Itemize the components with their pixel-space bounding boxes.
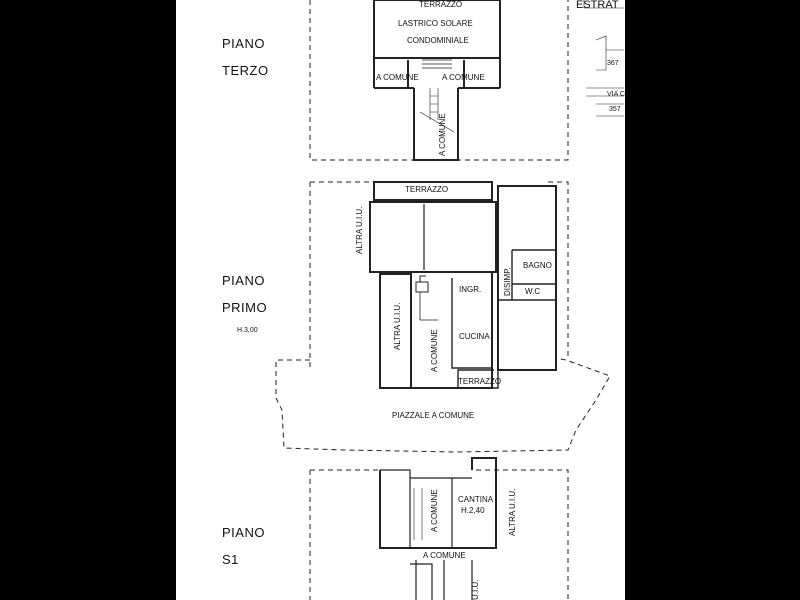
- primo-other-unit-stair: ALTRA U.I.U.: [393, 302, 402, 350]
- level-s1-line1: PIANO: [222, 525, 265, 540]
- s1-plan: [310, 458, 568, 600]
- primo-terrace-top: TERRAZZO: [405, 185, 449, 194]
- primo-bathroom: BAGNO: [523, 261, 552, 270]
- terzo-common-left: A COMUNE: [376, 73, 419, 82]
- level-primo-height: H.3,00: [237, 327, 258, 334]
- primo-common-stair: A COMUNE: [430, 329, 439, 372]
- terzo-roof-label-1: LASTRICO SOLARE: [398, 19, 473, 28]
- primo-wc: W.C: [525, 287, 541, 296]
- terzo-roof-label-2: CONDOMINIALE: [407, 36, 469, 45]
- level-s1-line2: S1: [222, 552, 239, 567]
- primo-closet: DISIMP.: [503, 267, 512, 296]
- level-terzo-line1: PIANO: [222, 36, 265, 51]
- level-primo-line2: PRIMO: [222, 300, 268, 315]
- s1-other-unit: ALTRA U.I.U.: [508, 488, 517, 536]
- inset-label-1: 367: [607, 60, 619, 67]
- terzo-common-right: A COMUNE: [442, 73, 485, 82]
- s1-common-bottom: A COMUNE: [423, 551, 466, 560]
- inset-label-3: 357: [609, 106, 621, 113]
- primo-terrace-bottom: TERRAZZO: [458, 377, 502, 386]
- terzo-terrace-label: TERRAZZO: [419, 0, 463, 9]
- inset-map-title: ESTRAT: [576, 0, 619, 11]
- primo-plan: [310, 182, 568, 388]
- primo-entrance: INGR.: [459, 285, 482, 294]
- s1-cellar-height: H.2,40: [461, 506, 485, 515]
- inset-label-2: VIA CL: [607, 91, 629, 98]
- primo-kitchen: CUCINA: [459, 332, 490, 341]
- primo-other-unit-left: ALTRA U.I.U.: [355, 206, 364, 254]
- terzo-common-stair: A COMUNE: [438, 113, 447, 156]
- s1-common-stair: A COMUNE: [430, 489, 439, 532]
- floor-plan-sheet: [176, 0, 629, 600]
- courtyard-outline: [276, 358, 610, 452]
- s1-other-unit-bottom: U.I.U.: [471, 579, 480, 600]
- s1-cellar: CANTINA: [458, 495, 494, 504]
- courtyard-label: PIAZZALE A COMUNE: [392, 411, 475, 420]
- level-primo-line1: PIANO: [222, 273, 265, 288]
- level-terzo-line2: TERZO: [222, 63, 269, 78]
